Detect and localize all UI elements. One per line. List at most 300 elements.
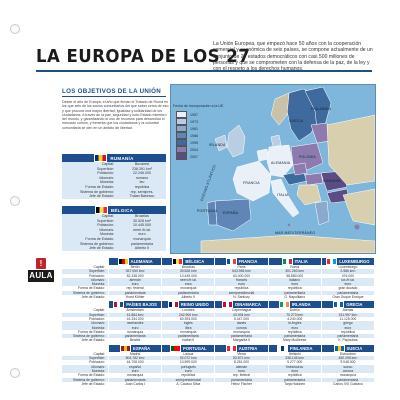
fact-value: Bruselas: [135, 214, 149, 218]
fact-value: 504.782 km²: [109, 356, 161, 360]
logo-mark: !: [36, 258, 46, 269]
fact-value: euro: [109, 282, 161, 286]
fact-value: monarquía: [339, 373, 357, 378]
fact-value: 70.273 km²: [269, 313, 321, 317]
legend-swatch: [176, 146, 187, 153]
country-name: FRANCIA: [238, 259, 258, 264]
fact-value: 10.599.000: [179, 360, 197, 365]
row-label: Jefe de Estado:: [81, 338, 105, 343]
flag-icon: [172, 258, 183, 265]
fact-value: monarquía: [180, 329, 197, 334]
row-label: Jefe de Estado:: [81, 381, 105, 386]
fact-value: euro: [138, 232, 146, 237]
fact-label: Forma de Estado:: [85, 236, 114, 241]
country-column: [162, 345, 214, 386]
flag-icon: [333, 301, 344, 308]
flag-icon: [118, 258, 129, 265]
fact-label: Capital:: [101, 162, 114, 166]
europe-map-shapes: [171, 85, 375, 253]
legend-item: [176, 125, 198, 132]
row-label: Idioma/s:: [62, 365, 108, 369]
fact-label: Jefe de Estado:: [89, 194, 114, 199]
fact-value: gran ducado: [338, 286, 358, 291]
fact-value: 9.048.000: [340, 360, 356, 365]
punch-hole-top: [10, 24, 20, 34]
europe-map: [170, 84, 376, 254]
fact-label: Superficie:: [97, 218, 114, 223]
row-label: Forma de Estado:: [78, 286, 105, 291]
fact-label: Idioma/s:: [99, 227, 114, 232]
fact-label: Moneda:: [100, 232, 114, 237]
row-label: Población:: [89, 360, 105, 365]
country-name: ESPAÑA: [133, 345, 151, 351]
fact-value: corona: [322, 369, 374, 373]
fact-value: leu: [139, 180, 145, 185]
fact-value: 83.871 km²: [215, 356, 267, 360]
country-card-belgium: [62, 206, 166, 251]
fact-value: Roma: [290, 265, 300, 269]
row-label: Superficie:: [62, 356, 108, 360]
fact-value: Isabel II: [182, 338, 195, 343]
country-column: [215, 258, 267, 299]
fact-value: rumano: [135, 175, 149, 180]
fact-value: danés: [215, 321, 267, 325]
country-column: [109, 258, 161, 299]
fact-value: 10.445.000: [133, 223, 151, 228]
fact-value: parlamentaria: [322, 291, 374, 295]
legend-year: 1981: [190, 126, 198, 131]
fact-value: república: [287, 329, 302, 334]
fact-value: 238.391 km²: [132, 166, 152, 171]
legend-year: 1995: [190, 140, 198, 145]
map-legend: [176, 111, 198, 160]
country-name: ALEMANIA: [130, 259, 153, 264]
aula-logo: [28, 258, 54, 284]
fact-value: G. Napolitano: [284, 295, 306, 300]
fact-label: Sistema de gobierno:: [80, 241, 114, 246]
flag-icon: [170, 345, 181, 352]
fact-value: Juan Carlos I: [125, 381, 146, 386]
section-body: Desde el año de Europa, el año que firman el Tratado de Roma en los que seis de los socios comunitarios del que saber cerca de eso y que procura una mayor libertad, igualdad y solidaridad de los ciudadanos. A través de la paz, seguridad y todo Estado miembro del mundo, y garantizando el uso de recursos para desarrollar el mercado común, y fomenta que los ciudadanos y la voluntad comunitaria se den en un ámbito de libertad.: [62, 100, 169, 130]
legend-year: 2007: [190, 154, 198, 159]
map-label-portugal: PORTUGAL: [197, 209, 218, 213]
country-header: [322, 345, 374, 352]
country-header: [322, 258, 374, 265]
fact-value: parlamentaria: [215, 334, 267, 338]
fact-value: república: [341, 329, 355, 334]
country-name: LUXEMBURGO: [339, 259, 370, 264]
fact-value: 2.586 km²: [322, 269, 374, 273]
fact-value: monarquía: [126, 329, 144, 334]
country-name: RUMANÍA: [110, 155, 134, 161]
row-labels: [62, 258, 108, 299]
fact-value: república: [287, 373, 302, 378]
section-title: LOS OBJETIVOS DE LA UNIÓN: [62, 88, 162, 95]
fact-value: Estocolmo: [339, 351, 356, 356]
country-block: [62, 301, 374, 342]
fact-value: euro: [162, 282, 214, 286]
legend-year: 1986: [190, 133, 198, 138]
row-labels-spacer: [62, 345, 108, 352]
fact-value: 8.281.000: [233, 360, 250, 365]
fact-value: semipresidencial: [162, 378, 214, 382]
flag-icon: [113, 301, 124, 308]
country-name: REINO UNIDO: [180, 302, 209, 308]
fact-value: parlamentaria: [109, 378, 161, 382]
fact-value: 10.445.000: [179, 273, 197, 278]
fact-value: Atenas: [342, 308, 354, 313]
country-facts: [62, 162, 166, 199]
fact-value: Tarja Halonen: [284, 381, 306, 386]
country-header: [109, 345, 161, 352]
fact-value: neerlandés: [109, 321, 161, 325]
fact-value: 4.240.000: [287, 316, 303, 321]
country-header: [215, 258, 267, 265]
fact-value: irl./inglés: [269, 321, 321, 325]
fact-value: portugués: [162, 365, 214, 369]
row-label: Idioma/s:: [62, 278, 108, 282]
country-name: GRECIA: [346, 302, 363, 308]
country-header: [215, 345, 267, 352]
fact-value: rep. semipres.: [130, 189, 154, 194]
legend-item: [176, 153, 198, 160]
fact-value: rep. federal: [232, 373, 251, 378]
row-label: Sistema de gobierno:: [62, 334, 108, 338]
fact-value: parlamentaria: [269, 378, 321, 382]
map-label-germany: ALEMANIA: [271, 161, 291, 165]
fact-value: 16.334.000: [126, 316, 144, 321]
row-label: Sistema de gobierno:: [62, 378, 108, 382]
flag-icon: [226, 345, 237, 352]
country-column: [322, 258, 374, 299]
logo-text: AULA: [29, 271, 53, 280]
fact-value: 43.094 km²: [215, 313, 267, 317]
fact-value: A. Cavaco Silva: [176, 381, 201, 386]
fact-label: Población:: [97, 223, 114, 228]
legend-swatch: [176, 118, 187, 125]
legend-swatch: [176, 153, 187, 160]
fact-value: Bruselas: [181, 265, 195, 269]
fact-row: [62, 194, 166, 199]
map-label-poland: POLONIA: [299, 155, 316, 159]
fact-value: Alberto II: [134, 246, 150, 251]
fact-value: Horst Köhler: [125, 295, 145, 300]
legend-item: [176, 132, 198, 139]
flag-icon: [326, 258, 337, 265]
fact-value: 476.000: [341, 273, 355, 278]
fact-label: Sistema de gobierno:: [80, 189, 114, 194]
row-label: Capital:: [93, 351, 105, 356]
fact-value: Berlín: [130, 265, 140, 269]
fact-value: 11.125.000: [339, 316, 357, 321]
fact-value: sueco: [322, 365, 374, 369]
fact-value: 22.246.000: [133, 171, 151, 176]
row-label: Moneda:: [62, 282, 108, 286]
fact-value: república: [181, 373, 196, 378]
row-label: Idioma/s:: [62, 321, 108, 325]
fact-value: Lisboa: [183, 351, 194, 356]
flag-icon: [226, 258, 237, 265]
legend-item: [176, 146, 198, 153]
fact-value: parlamentaria: [109, 334, 161, 338]
legend-item: [176, 111, 198, 118]
fact-label: Superficie:: [97, 166, 114, 171]
map-label-ocean: OCÉANO ATLÁNTICO: [199, 164, 217, 202]
fact-value: París: [237, 265, 246, 269]
fact-value: inglés: [162, 321, 214, 325]
country-header: [162, 258, 214, 265]
country-column: [215, 301, 267, 342]
fact-value: 301.263 km²: [269, 269, 321, 273]
country-header: [109, 258, 161, 265]
fact-value: finés/sueco: [269, 365, 321, 369]
fact-value: Bucarest: [134, 162, 150, 166]
country-block: [62, 258, 374, 299]
country-column: [269, 345, 321, 386]
fact-label: Capital:: [101, 214, 114, 218]
country-header: [62, 206, 166, 214]
fact-value: Luxemburgo: [338, 265, 358, 269]
country-grid: [62, 258, 374, 388]
country-column: [269, 258, 321, 299]
fact-value: monarquía: [126, 373, 144, 378]
fact-value: Londres: [182, 308, 195, 313]
fact-value: 543.965 km²: [215, 269, 267, 273]
row-label: Forma de Estado:: [78, 373, 105, 378]
country-header: [215, 301, 267, 308]
country-header: [62, 154, 166, 162]
fact-value: parlamentaria: [109, 291, 161, 295]
fact-value: 242.900 km²: [162, 313, 214, 317]
flag-icon: [94, 154, 107, 162]
country-name: AUSTRIA: [238, 345, 258, 351]
country-name: BÉLGICA: [185, 259, 205, 264]
intro-text: La Unión Europea, que empezó hace 50 años con la cooperación comercial y económica de seis países, se compone actualmente de un conjunto de 27 estados democráticos con casi 500 millones de personas y que se comprometen con la defensa de la paz, de la ley y: [213, 41, 373, 66]
fact-label: Idioma/s:: [99, 175, 114, 180]
fact-value: 30.528 km²: [133, 218, 151, 223]
fact-label: Moneda:: [100, 180, 114, 185]
fact-value: parlamentaria: [269, 334, 321, 338]
country-column: [269, 301, 321, 342]
country-name: ITALIA: [294, 259, 308, 264]
row-label: Moneda:: [62, 326, 108, 330]
fact-label: Población:: [97, 171, 114, 176]
title-divider: [36, 70, 372, 72]
country-name: PAÍSES BAJOS: [126, 302, 157, 308]
fact-label: Jefe de Estado:: [89, 246, 114, 251]
map-label-romania: RUMANÍA: [323, 179, 341, 183]
fact-value: alemán: [215, 365, 267, 369]
country-header: [269, 258, 321, 265]
legend-swatch: [176, 125, 187, 132]
map-label-italy: ITALIA: [277, 193, 289, 197]
country-name: IRLANDA: [291, 302, 311, 308]
fact-value: K. Papoulias: [338, 338, 358, 343]
map-label-france: FRANCIA: [243, 181, 260, 185]
country-name: DINAMARCA: [235, 302, 261, 308]
flag-icon: [282, 258, 293, 265]
fact-value: república: [234, 286, 249, 291]
fact-value: Viena: [237, 351, 246, 356]
fact-value: 60.393.000: [179, 316, 197, 321]
map-label-ireland: IRLANDA: [209, 143, 226, 147]
fact-value: 44.708.000: [126, 360, 144, 365]
legend-year: 1973: [190, 119, 198, 124]
flag-icon: [334, 345, 345, 352]
fact-value: euro: [322, 282, 374, 286]
fact-value: Madrid: [129, 351, 141, 356]
fact-value: 82.438.000: [126, 273, 144, 278]
fact-value: euro: [109, 369, 161, 373]
fact-value: 131.957 km²: [322, 313, 374, 317]
fact-value: 63.400.000: [233, 273, 250, 278]
flag-icon: [222, 301, 233, 308]
fact-value: república: [134, 184, 150, 189]
fact-value: Mary McAleese: [283, 338, 307, 343]
fact-value: Traian Basescu: [129, 194, 155, 199]
fact-value: 41.864 km²: [109, 313, 161, 317]
fact-value: alemán: [109, 278, 161, 282]
map-legend-title: Fecha de incorporación a la UE: [173, 104, 224, 108]
fact-value: 338.145 km²: [269, 356, 321, 360]
fact-value: Helsinki: [288, 351, 301, 356]
row-label: Capital:: [93, 265, 105, 269]
fact-value: Margarita II: [232, 338, 251, 343]
flag-icon: [168, 301, 179, 308]
legend-swatch: [176, 132, 187, 139]
legend-swatch: [176, 139, 187, 146]
country-column: [322, 301, 374, 342]
fact-value: 357.050 km²: [109, 269, 161, 273]
fact-value: 450.295 km²: [322, 356, 374, 360]
country-header: [269, 345, 321, 352]
country-header: [322, 301, 374, 308]
row-labels-spacer: [62, 301, 108, 308]
country-column: [162, 258, 214, 299]
map-label-sweden: SUECIA: [289, 119, 304, 123]
row-label: Forma de Estado:: [78, 329, 105, 334]
fact-value: italiano: [269, 278, 321, 282]
country-name: PORTUGAL: [183, 345, 207, 351]
page-title: LA EUROPA DE LOS 27: [36, 46, 251, 67]
legend-item: [176, 118, 198, 125]
row-label: Superficie:: [62, 313, 108, 317]
row-label: Sistema de gobierno:: [62, 291, 108, 295]
legend-year: 2004: [190, 147, 198, 152]
fact-value: Carlos XVI Gustavo: [333, 381, 363, 386]
fact-value: libra: [162, 326, 214, 330]
fact-value: 92.072 km²: [162, 356, 214, 360]
fact-value: semipresidencial: [215, 291, 267, 295]
country-name: FINLANDIA: [289, 345, 313, 351]
fact-value: Heinz Fischer: [231, 381, 252, 386]
country-card-romania: [62, 154, 166, 199]
fact-value: Copenhague: [231, 308, 252, 313]
row-label: Población:: [89, 273, 105, 278]
country-column: [109, 301, 161, 342]
fact-value: euro: [162, 369, 214, 373]
flag-icon: [95, 206, 108, 214]
fact-value: parlamentaria: [215, 378, 267, 382]
fact-value: euro: [269, 282, 321, 286]
row-label: Moneda:: [62, 369, 108, 373]
fact-value: corona: [215, 326, 267, 330]
fact-value: Ámsterdam: [126, 308, 144, 313]
fact-value: Gran Duque Enrique: [332, 295, 364, 300]
country-header: [269, 301, 321, 308]
fact-value: euro: [269, 369, 321, 373]
country-header: [162, 301, 214, 308]
fact-value: neerl./fr./al.: [133, 227, 151, 232]
country-name: SUECIA: [346, 345, 363, 351]
fact-value: monarquía: [133, 236, 151, 241]
fact-value: parlamentaria: [131, 241, 153, 246]
fact-value: Dublín: [289, 308, 300, 313]
fact-value: euro: [269, 326, 321, 330]
country-column: [162, 301, 214, 342]
fact-value: euro: [322, 326, 374, 330]
row-labels: [62, 345, 108, 386]
row-label: Capital:: [93, 308, 105, 313]
fact-label: Forma de Estado:: [85, 184, 114, 189]
map-label-spain: ESPAÑA: [223, 211, 239, 215]
country-block: [62, 345, 374, 386]
flag-icon: [279, 301, 290, 308]
flag-icon: [277, 345, 288, 352]
fact-value: español: [109, 365, 161, 369]
fact-value: euro: [215, 282, 267, 286]
legend-item: [176, 139, 198, 146]
country-column: [109, 345, 161, 386]
country-column: [322, 345, 374, 386]
country-name: BÉLGICA: [110, 207, 134, 213]
row-labels: [62, 301, 108, 342]
fact-value: Beatriz: [129, 338, 141, 343]
fact-value: euro: [109, 326, 161, 330]
section-underline: [62, 96, 166, 97]
country-facts: [62, 214, 166, 251]
country-header: [162, 345, 214, 352]
fact-value: 5.447.000: [233, 316, 250, 321]
map-label-sea: MAR MEDITERRÁNEO: [275, 231, 316, 235]
legend-year: 1957: [190, 112, 198, 117]
fact-value: república: [287, 286, 302, 291]
fact-row: [62, 246, 166, 251]
fact-value: parlamentaria: [162, 334, 214, 338]
fact-value: lux./fr./al.: [322, 278, 374, 282]
fact-value: neerl./fr./al.: [162, 278, 214, 282]
map-label-finland: FINLANDIA: [311, 107, 332, 111]
fact-value: francés: [215, 278, 267, 282]
fact-value: 30.528 km²: [162, 269, 214, 273]
legend-swatch: [176, 111, 187, 118]
row-label: Jefe de Estado:: [81, 295, 105, 300]
fact-value: monarquía: [233, 329, 250, 334]
row-labels-spacer: [62, 258, 108, 265]
fact-value: 5.277.000: [287, 360, 303, 365]
row-label: Población:: [89, 316, 105, 321]
fact-value: griego: [322, 321, 374, 325]
fact-value: N. Sarkozy: [233, 295, 250, 300]
fact-value: rep. federal: [126, 286, 144, 291]
punch-hole-middle: [10, 196, 20, 206]
country-column: [215, 345, 267, 386]
punch-hole-bottom: [10, 368, 20, 378]
fact-value: euro: [215, 369, 267, 373]
fact-value: parlamentaria: [322, 378, 374, 382]
country-header: [109, 301, 161, 308]
fact-value: parlamentaria: [269, 291, 321, 295]
